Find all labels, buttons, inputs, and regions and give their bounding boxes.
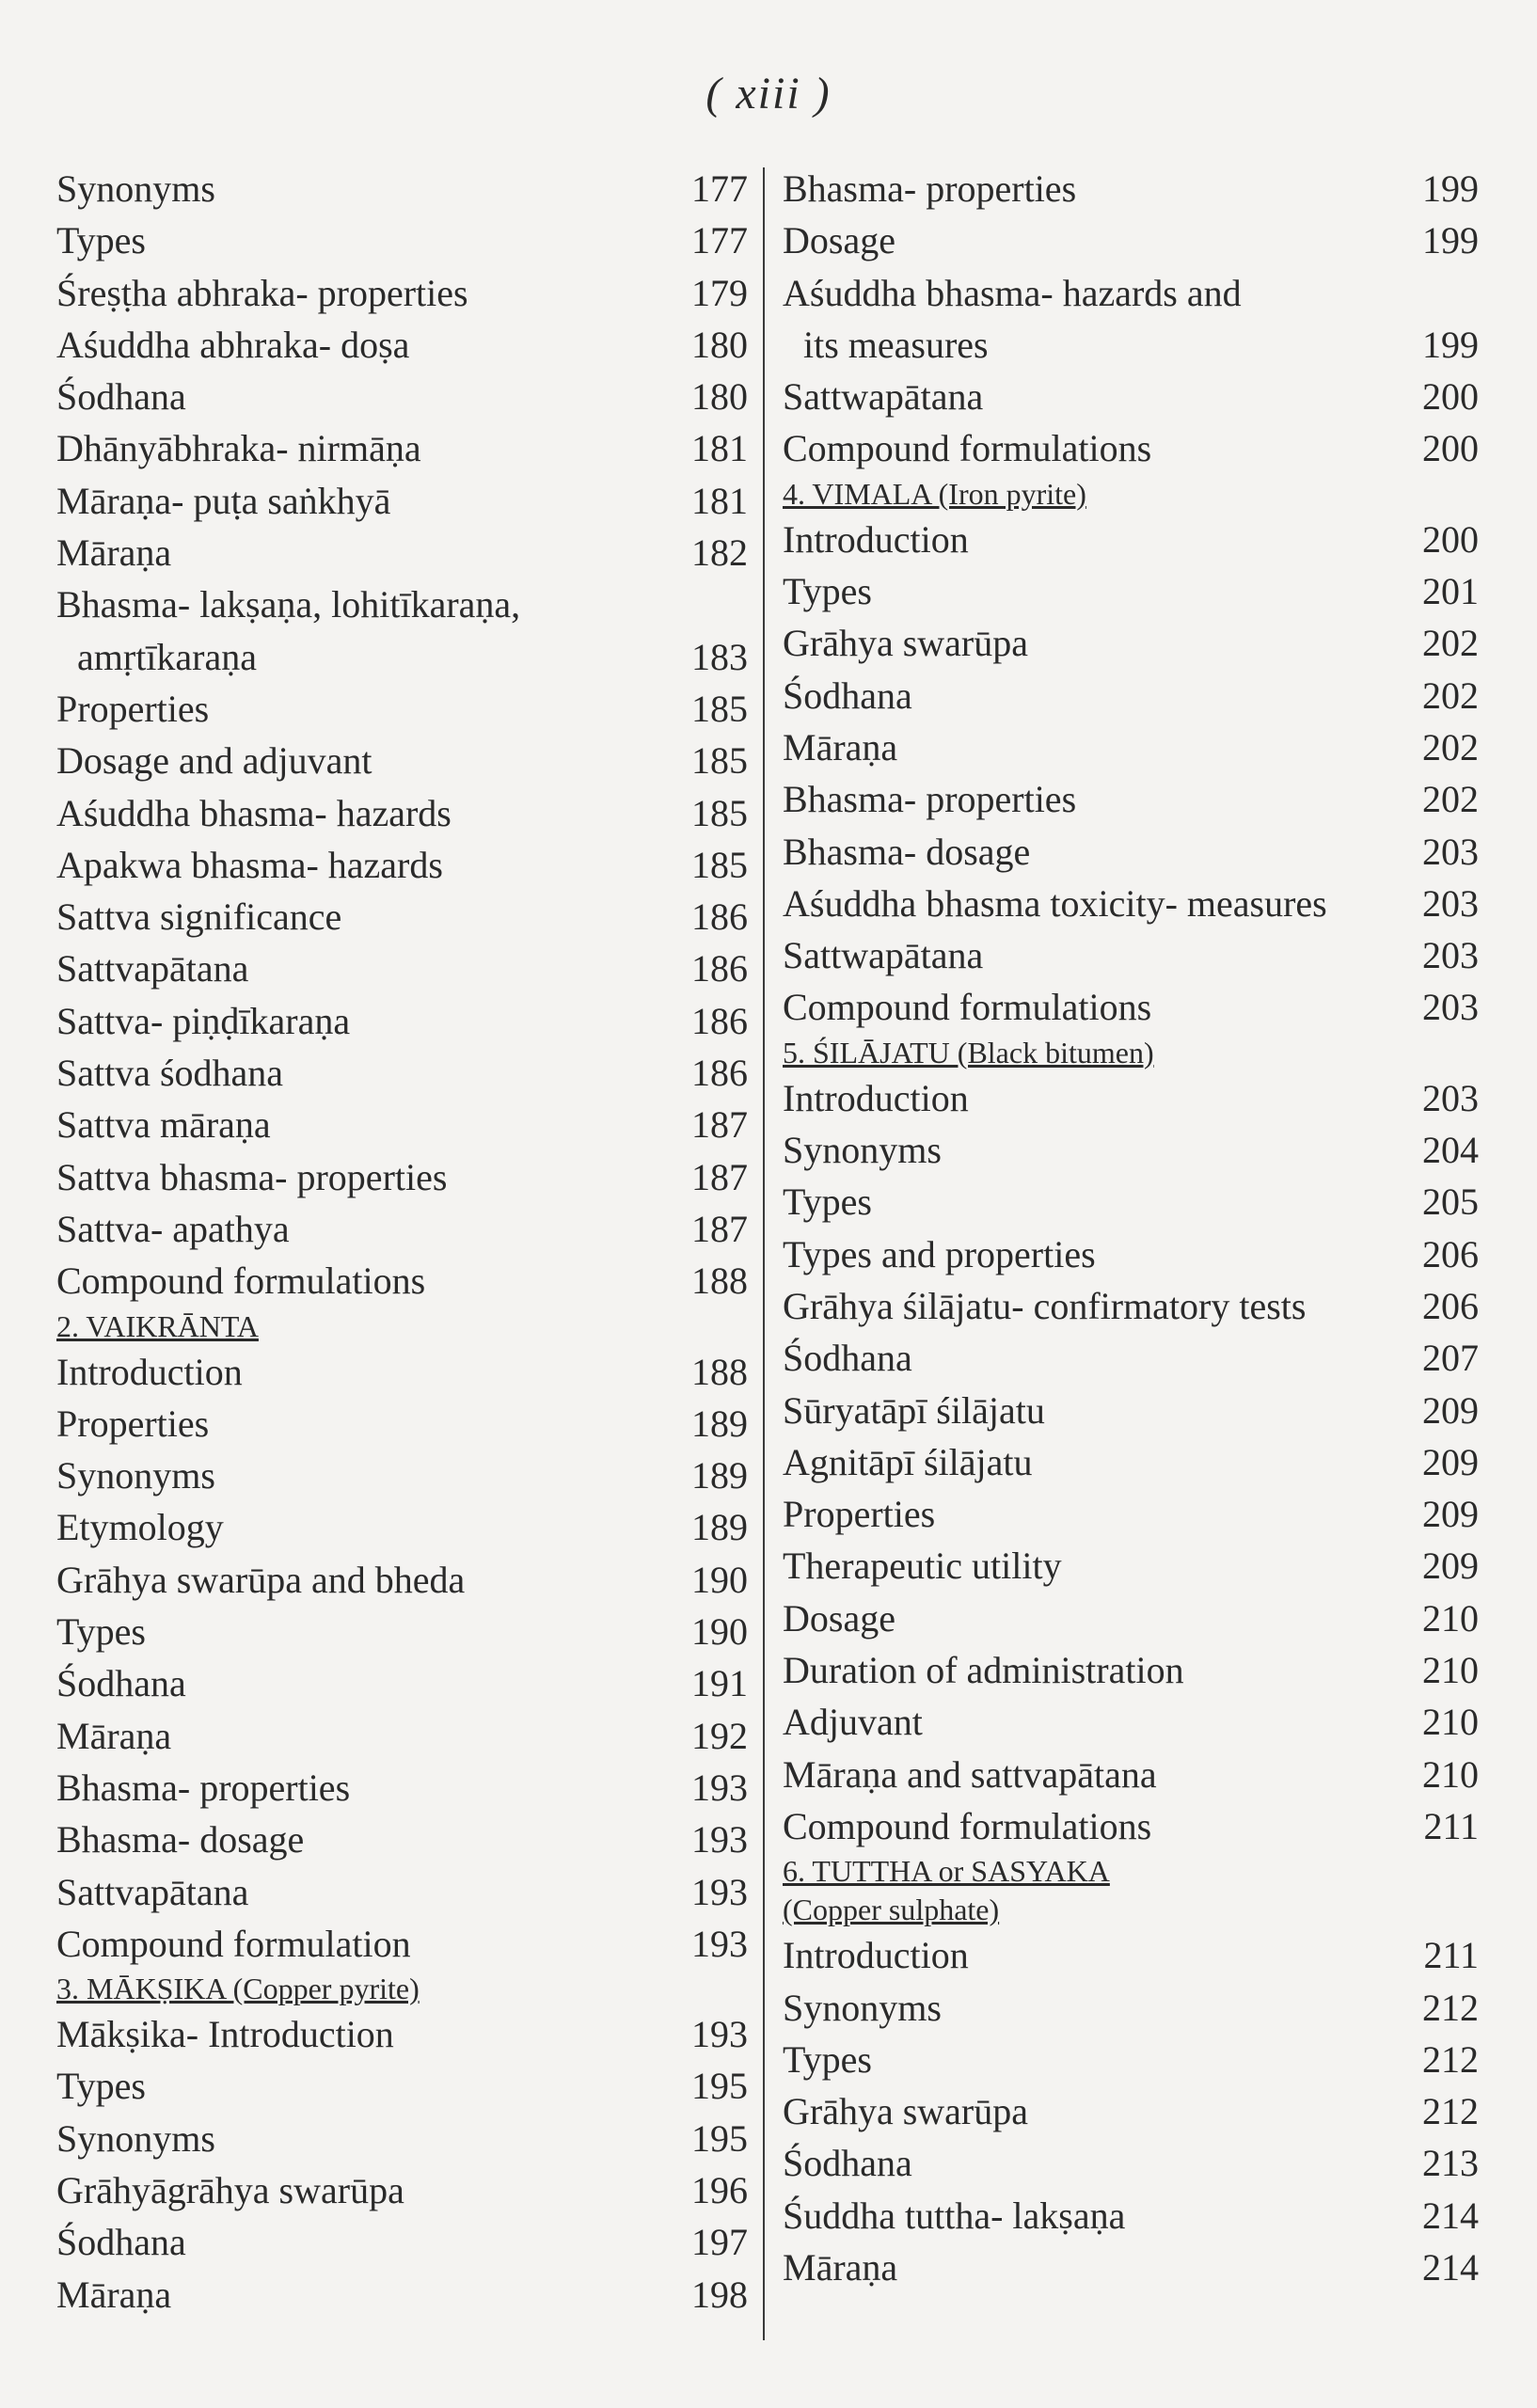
toc-entry-page: 186	[691, 999, 748, 1042]
toc-entry-label: Types	[56, 1610, 146, 1654]
toc-entry	[783, 1228, 1479, 1280]
toc-entry-label: Śuddha tuttha- lakṣaṇa	[783, 2194, 1126, 2237]
toc-entry	[56, 943, 748, 994]
vimala-items	[783, 514, 1479, 1034]
toc-entry-label: Bhasma- dosage	[783, 830, 1031, 873]
toc-entry-page: 185	[691, 739, 748, 783]
toc-entry-label: Māraṇa and sattvapātana	[783, 1752, 1157, 1796]
toc-entry-page: 203	[1422, 1076, 1479, 1119]
toc-entry	[783, 878, 1479, 929]
toc-entry-label: Duration of administration	[783, 1649, 1184, 1692]
toc-entry-page: 206	[1422, 1284, 1479, 1327]
toc-entry-label: Sattva śodhana	[56, 1052, 284, 1095]
toc-entry	[56, 1606, 748, 1657]
toc-entry-page: 183	[691, 635, 748, 678]
toc-entry	[56, 2164, 748, 2216]
toc-entry-label: Etymology	[56, 1506, 224, 1549]
toc-entry-label: Compound formulations	[783, 986, 1152, 1029]
toc-entry	[56, 995, 748, 1047]
toc-entry-label: Aśuddha bhasma toxicity- measures	[783, 881, 1327, 925]
toc-entry	[56, 1099, 748, 1150]
left-column	[56, 163, 748, 2321]
left-items	[56, 163, 748, 1307]
toc-entry-page: 211	[1423, 1804, 1479, 1847]
toc-entry-label: Compound formulations	[56, 1259, 426, 1303]
toc-entry	[56, 1554, 748, 1606]
toc-entry-page: 188	[691, 1350, 748, 1393]
toc-entry-page: 200	[1422, 517, 1479, 561]
toc-entry-page: 214	[1422, 2194, 1479, 2237]
toc-entry-label: Synonyms	[56, 167, 215, 210]
toc-entry-label: Compound formulation	[56, 1922, 411, 1965]
toc-entry-page: 189	[691, 1506, 748, 1549]
toc-entry	[783, 1385, 1479, 1436]
toc-entry	[56, 214, 748, 266]
toc-entry-label: Māraṇa- puṭa saṅkhyā	[56, 479, 391, 522]
toc-entry-page: 209	[1422, 1388, 1479, 1432]
toc-entry-page: 210	[1422, 1752, 1479, 1796]
toc-entry	[56, 267, 748, 319]
toc-entry-page: 193	[691, 2013, 748, 2056]
toc-entry-label: Types	[783, 2037, 872, 2081]
toc-entry-page: 179	[691, 271, 748, 314]
toc-entry-label: amṛtīkaraṇa	[77, 635, 257, 678]
section-heading-tuttha-sub: (Copper sulphate)	[783, 1893, 1000, 1927]
toc-entry-label: Māraṇa	[56, 531, 172, 575]
toc-entry-label: Grāhya swarūpa	[783, 622, 1028, 665]
toc-entry-label: Introduction	[783, 1934, 969, 1977]
toc-entry	[783, 1332, 1479, 1384]
toc-entry-page: 211	[1423, 1934, 1479, 1977]
toc-entry-label: Sattva- piṇḍīkaraṇa	[56, 999, 351, 1042]
toc-entry-label: Śodhana	[56, 1662, 186, 1705]
toc-entry	[783, 267, 1479, 319]
toc-entry-label: Aśuddha bhasma- hazards	[56, 791, 452, 834]
toc-entry-page: 209	[1422, 1440, 1479, 1483]
toc-entry-page: 177	[691, 167, 748, 210]
toc-entry	[56, 319, 748, 371]
toc-entry-label: Introduction	[783, 1076, 969, 1119]
toc-entry-label: Śodhana	[56, 375, 186, 419]
toc-entry-page: 187	[691, 1207, 748, 1250]
toc-entry-page: 210	[1422, 1701, 1479, 1744]
toc-entry-page: 186	[691, 895, 748, 939]
toc-entry-label: Properties	[56, 687, 210, 730]
toc-entry-page: 213	[1422, 2142, 1479, 2185]
toc-entry-label: Sattva māraṇa	[56, 1103, 271, 1147]
page-number: ( xiii )	[705, 69, 832, 119]
toc-entry	[56, 787, 748, 839]
toc-entry	[783, 1488, 1479, 1540]
toc-entry	[56, 1762, 748, 1814]
toc-entry-label: Dosage	[783, 219, 895, 262]
toc-entry-label: Grāhya śilājatu- confirmatory tests	[783, 1284, 1307, 1327]
toc-entry-page: 186	[691, 947, 748, 990]
toc-entry-label: Śodhana	[783, 1337, 912, 1380]
toc-entry-label: Compound formulations	[783, 427, 1152, 470]
toc-entry	[783, 1176, 1479, 1228]
toc-entry-label: Sattva- apathya	[56, 1207, 290, 1250]
toc-entry	[56, 1346, 748, 1398]
toc-entry	[783, 981, 1479, 1033]
toc-entry-label: Synonyms	[783, 1129, 942, 1172]
toc-entry-page: 198	[691, 2273, 748, 2316]
right-items	[783, 163, 1479, 475]
toc-entry-page: 188	[691, 1259, 748, 1303]
toc-entry	[783, 565, 1479, 617]
toc-entry-page: 187	[691, 1103, 748, 1147]
toc-entry-page: 192	[691, 1714, 748, 1757]
toc-entry	[783, 1072, 1479, 1124]
toc-entry	[783, 721, 1479, 773]
toc-entry-page: 202	[1422, 673, 1479, 717]
toc-entry	[56, 631, 748, 683]
toc-entry-label: Māraṇa	[56, 1714, 172, 1757]
vaikranta-items	[56, 1346, 748, 1971]
toc-entry-page: 202	[1422, 725, 1479, 768]
toc-entry	[56, 1814, 748, 1865]
section-heading-tuttha: 6. TUTTHA or SASYAKA	[783, 1854, 1110, 1889]
toc-entry-page: 214	[1422, 2245, 1479, 2289]
toc-entry-page: 206	[1422, 1232, 1479, 1275]
toc-entry	[783, 1124, 1479, 1176]
toc-entry-label: Śodhana	[56, 2221, 186, 2264]
toc-entry	[56, 371, 748, 422]
toc-entry-page: 205	[1422, 1180, 1479, 1224]
toc-entry-page: 181	[691, 479, 748, 522]
toc-entry-page: 203	[1422, 934, 1479, 977]
toc-entry-label: Bhasma- dosage	[56, 1818, 305, 1861]
toc-entry	[56, 578, 748, 630]
toc-entry-page: 185	[691, 687, 748, 730]
toc-entry	[56, 683, 748, 735]
toc-entry-label: Properties	[783, 1493, 936, 1536]
toc-entry-label: Grāhyāgrāhya swarūpa	[56, 2168, 404, 2211]
toc-entry	[56, 735, 748, 786]
toc-entry	[56, 1710, 748, 1762]
toc-entry-label: Aśuddha abhraka- doṣa	[56, 323, 410, 366]
toc-entry-label: Aśuddha bhasma- hazards and	[783, 271, 1242, 314]
toc-entry-label: Therapeutic utility	[783, 1545, 1062, 1588]
toc-entry-label: Agnitāpī śilājatu	[783, 1440, 1033, 1483]
toc-entry	[783, 214, 1479, 266]
toc-entry-page: 196	[691, 2168, 748, 2211]
toc-entry-label: Introduction	[56, 1350, 243, 1393]
toc-entry	[56, 2060, 748, 2112]
toc-entry	[56, 1255, 748, 1307]
toc-entry-label: Sattwapātana	[783, 934, 984, 977]
tuttha-items	[783, 1929, 1479, 2293]
toc-entry-page: 180	[691, 375, 748, 419]
toc-entry-label: Compound formulations	[783, 1804, 1152, 1847]
toc-entry-page: 197	[691, 2221, 748, 2264]
toc-entry	[783, 1696, 1479, 1748]
toc-entry-label: Grāhya swarūpa and bheda	[56, 1558, 466, 1601]
toc-entry	[56, 422, 748, 474]
toc-entry-page: 212	[1422, 1986, 1479, 2029]
toc-entry-label: Sattvapātana	[56, 947, 249, 990]
toc-entry	[783, 1592, 1479, 1644]
toc-entry-label: Dosage and adjuvant	[56, 739, 372, 783]
toc-entry	[783, 2085, 1479, 2137]
toc-entry-label: Synonyms	[783, 1986, 942, 2029]
toc-entry-page: 204	[1422, 1129, 1479, 1172]
toc-entry-label: Grāhya swarūpa	[783, 2090, 1028, 2133]
toc-entry-label: Dosage	[783, 1596, 895, 1640]
toc-entry-page: 210	[1422, 1596, 1479, 1640]
toc-entry	[783, 2034, 1479, 2085]
toc-entry	[783, 371, 1479, 422]
toc-entry-label: Types	[56, 219, 146, 262]
toc-entry-page: 200	[1422, 427, 1479, 470]
toc-entry	[56, 1450, 748, 1501]
toc-entry	[56, 1203, 748, 1255]
toc-entry	[783, 1982, 1479, 2034]
toc-entry	[783, 1436, 1479, 1488]
toc-entry-page: 182	[691, 531, 748, 575]
toc-entry-page: 189	[691, 1402, 748, 1445]
toc-entry-page: 210	[1422, 1649, 1479, 1692]
toc-entry	[783, 1929, 1479, 1981]
toc-entry-page: 190	[691, 1558, 748, 1601]
toc-entry-label: Bhasma- lakṣaṇa, lohitīkaraṇa,	[56, 583, 521, 626]
toc-entry-label: Types	[56, 2065, 146, 2108]
toc-entry-label: Śodhana	[783, 2142, 912, 2185]
toc-entry-label: Māraṇa	[783, 2245, 898, 2289]
toc-entry-page: 193	[691, 1766, 748, 1809]
toc-entry	[56, 475, 748, 527]
toc-entry-page: 203	[1422, 881, 1479, 925]
toc-entry-page: 212	[1422, 2090, 1479, 2133]
toc-entry-page: 193	[691, 1870, 748, 1913]
toc-entry-label: Synonyms	[56, 2116, 215, 2160]
toc-entry-label: Types	[783, 570, 872, 613]
toc-entry-label: Sattva significance	[56, 895, 342, 939]
toc-entry-page: 202	[1422, 778, 1479, 821]
toc-entry	[783, 1280, 1479, 1332]
toc-entry-label: Adjuvant	[783, 1701, 923, 1744]
toc-entry	[56, 2008, 748, 2060]
toc-entry-page: 193	[691, 1818, 748, 1861]
toc-entry	[783, 2242, 1479, 2293]
toc-entry	[783, 422, 1479, 474]
toc-entry-label: its measures	[803, 323, 989, 366]
toc-entry	[783, 929, 1479, 981]
toc-entry	[56, 1918, 748, 1970]
right-column	[783, 163, 1479, 2293]
toc-entry-page: 189	[691, 1454, 748, 1497]
toc-entry	[783, 514, 1479, 565]
toc-entry-page: 177	[691, 219, 748, 262]
toc-entry	[56, 1047, 748, 1099]
toc-entry	[56, 2269, 748, 2321]
toc-entry	[783, 2190, 1479, 2242]
toc-entry	[783, 2137, 1479, 2189]
toc-entry	[783, 826, 1479, 878]
toc-entry	[56, 1398, 748, 1450]
toc-entry-label: Bhasma- properties	[783, 167, 1077, 210]
section-heading-vimala: 4. VIMALA (Iron pyrite)	[783, 476, 1086, 511]
toc-entry-page: 209	[1422, 1493, 1479, 1536]
section-heading-silajatu: 5. ŚILĀJATU (Black bitumen)	[783, 1035, 1154, 1069]
section-heading-makshika: 3. MĀKṢIKA (Copper pyrite)	[56, 1972, 420, 2006]
toc-entry-page: 185	[691, 843, 748, 886]
toc-entry-label: Sūryatāpī śilājatu	[783, 1388, 1045, 1432]
toc-entry-page: 203	[1422, 986, 1479, 1029]
toc-entry-label: Bhasma- properties	[783, 778, 1077, 821]
toc-entry	[783, 1800, 1479, 1852]
toc-entry-label: Māraṇa	[56, 2273, 172, 2316]
column-divider	[763, 167, 765, 2340]
toc-entry-page: 202	[1422, 622, 1479, 665]
toc-entry-page: 193	[691, 1922, 748, 1965]
toc-entry-page: 212	[1422, 2037, 1479, 2081]
toc-entry-label: Śodhana	[783, 673, 912, 717]
toc-entry-page: 209	[1422, 1545, 1479, 1588]
toc-entry-page: 186	[691, 1052, 748, 1095]
toc-entry	[783, 1749, 1479, 1800]
toc-entry	[56, 1866, 748, 1918]
toc-entry-page: 199	[1422, 219, 1479, 262]
toc-entry	[783, 319, 1479, 371]
toc-entry-page: 185	[691, 791, 748, 834]
toc-entry-label: Dhānyābhraka- nirmāṇa	[56, 427, 421, 470]
toc-entry-label: Types and properties	[783, 1232, 1096, 1275]
toc-entry-label: Māraṇa	[783, 725, 898, 768]
toc-entry	[56, 1657, 748, 1709]
toc-entry-label: Sattvapātana	[56, 1870, 249, 1913]
toc-entry-page: 195	[691, 2065, 748, 2108]
toc-entry	[56, 527, 748, 578]
toc-entry-label: Mākṣika- Introduction	[56, 2013, 394, 2056]
silajatu-items	[783, 1072, 1479, 1852]
toc-entry-page: 180	[691, 323, 748, 366]
toc-entry-label: Types	[783, 1180, 872, 1224]
toc-entry-page: 191	[691, 1662, 748, 1705]
toc-entry-label: Śreṣṭha abhraka- properties	[56, 271, 468, 314]
toc-entry	[56, 1151, 748, 1203]
toc-entry	[56, 2216, 748, 2268]
toc-entry-label: Sattva bhasma- properties	[56, 1155, 448, 1198]
toc-entry-label: Properties	[56, 1402, 210, 1445]
toc-entry-label: Apakwa bhasma- hazards	[56, 843, 443, 886]
toc-entry	[783, 670, 1479, 721]
toc-entry	[783, 617, 1479, 669]
section-heading-vaikranta: 2. VAIKRĀNTA	[56, 1308, 259, 1343]
toc-entry-page: 201	[1422, 570, 1479, 613]
toc-entry	[783, 773, 1479, 825]
toc-entry-page: 200	[1422, 375, 1479, 419]
toc-entry-page: 199	[1422, 323, 1479, 366]
toc-entry-label: Synonyms	[56, 1454, 215, 1497]
toc-entry-label: Introduction	[783, 517, 969, 561]
toc-entry	[56, 163, 748, 214]
toc-entry-page: 203	[1422, 830, 1479, 873]
toc-entry-label: Sattwapātana	[783, 375, 984, 419]
toc-entry	[783, 1540, 1479, 1592]
toc-entry	[783, 1644, 1479, 1696]
toc-entry	[56, 1501, 748, 1553]
toc-entry-label: Bhasma- properties	[56, 1766, 351, 1809]
makshika-items	[56, 2008, 748, 2321]
toc-entry-page: 207	[1422, 1337, 1479, 1380]
toc-entry-page: 195	[691, 2116, 748, 2160]
toc-entry-page: 187	[691, 1155, 748, 1198]
toc-entry-page: 181	[691, 427, 748, 470]
toc-entry-page: 190	[691, 1610, 748, 1654]
toc-entry	[56, 2113, 748, 2164]
toc-entry	[56, 891, 748, 943]
toc-entry	[783, 163, 1479, 214]
toc-entry-page: 199	[1422, 167, 1479, 210]
toc-entry	[56, 839, 748, 891]
